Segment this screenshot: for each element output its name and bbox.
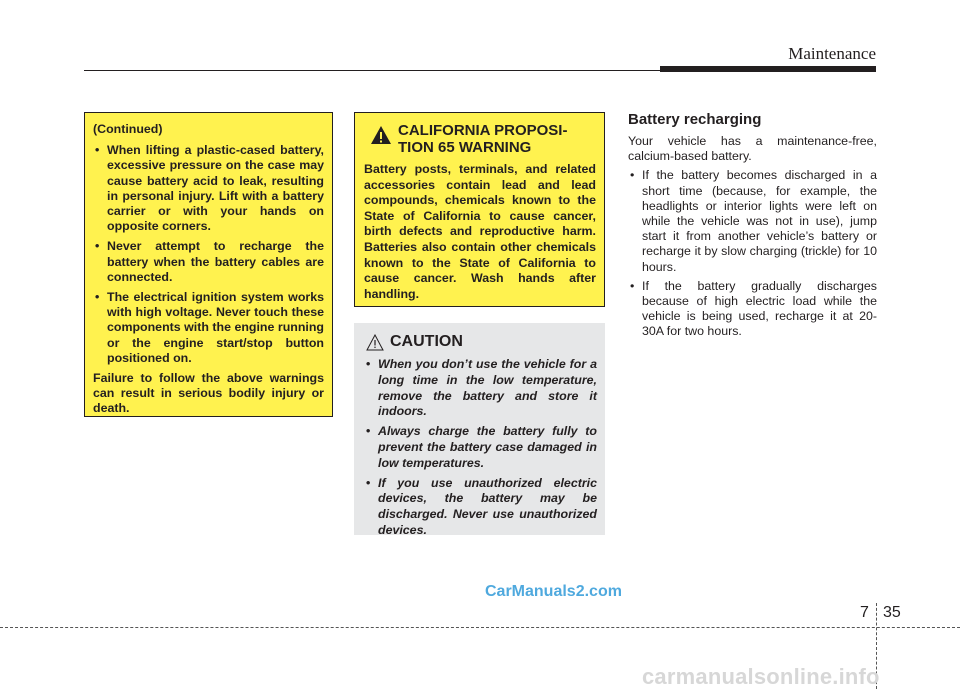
- list-item: • If you use unauthorized electric devices, the battery may be discharged. Never use unauthorized devices.: [366, 476, 597, 539]
- prop65-warning-box: [354, 112, 605, 307]
- list-item: • Always charge the battery fully to prevent the battery case damaged in low temperatures.: [366, 424, 597, 471]
- list-item: • Never attempt to recharge the battery when the battery cables are connected.: [93, 239, 324, 285]
- prop65-header: [364, 123, 596, 156]
- list-item: • The electrical ignition system works with high voltage. Never touch these components with the engine running or the engine start/stop button positioned on.: [93, 290, 324, 366]
- caution-title: CAUTION: [390, 333, 463, 350]
- page-number: 35: [883, 604, 901, 621]
- continued-warning-box: [84, 112, 333, 417]
- continued-bullet-list: [93, 143, 324, 366]
- header-rule-thick: [660, 66, 876, 72]
- section-title: Maintenance: [788, 44, 876, 63]
- list-item: • If the battery becomes discharged in a short time (because, for example, the headlights or interior lights were left on while the vehicle was not in use), jump start it from another vehicle’s battery or recharge it by slow charging (trickle) for 10 hours.: [628, 168, 877, 274]
- page-chapter-number: 7: [860, 604, 869, 621]
- list-item: • When you don’t use the vehicle for a long time in the low temperature, remove the battery and store it indoors.: [366, 357, 597, 420]
- footer-dashed-rule: [0, 627, 960, 628]
- section-intro: Your vehicle has a maintenance-free, calcium-based battery.: [628, 134, 877, 164]
- continued-label: (Continued): [93, 122, 163, 136]
- prop65-title-line2: TION 65 WARNING: [398, 138, 532, 156]
- warning-triangle-icon: [370, 125, 392, 145]
- caution-box: [354, 323, 605, 535]
- warning-closing-text: Failure to follow the above warnings can result in serious bodily injury or death.: [93, 371, 324, 416]
- section-heading: Battery recharging: [628, 111, 762, 128]
- caution-triangle-icon: [366, 334, 384, 351]
- battery-recharging-section: [628, 111, 877, 344]
- prop65-text: Battery posts, terminals, and related accessories contain lead and lead compounds, chemicals known to the State of California to cause cancer, birth defects and reproductive harm. Batteries also contain other chemicals known to the State of California to cause cancer. Wash hands after handling.: [364, 162, 596, 301]
- recharging-bullet-list: [628, 168, 877, 339]
- footer-brand-watermark: carmanualsonline.info: [642, 664, 880, 689]
- list-item: • If the battery gradually discharges because of high electric load while the vehicle is being used, recharge it at 20-30A for two hours.: [628, 279, 877, 340]
- prop65-title-line1: CALIFORNIA PROPOSI-: [398, 122, 568, 139]
- prop65-title: [398, 123, 567, 156]
- header-rule-thin: [84, 70, 660, 71]
- caution-header: [366, 333, 597, 351]
- caution-bullet-list: [366, 357, 597, 539]
- list-item: • When lifting a plastic-cased battery, excessive pressure on the case may cause battery acid to leak, resulting in personal injury. Lift with a battery carrier or with your hands on opposite corners.: [93, 143, 324, 234]
- watermark-link[interactable]: CarManuals2.com: [485, 583, 622, 600]
